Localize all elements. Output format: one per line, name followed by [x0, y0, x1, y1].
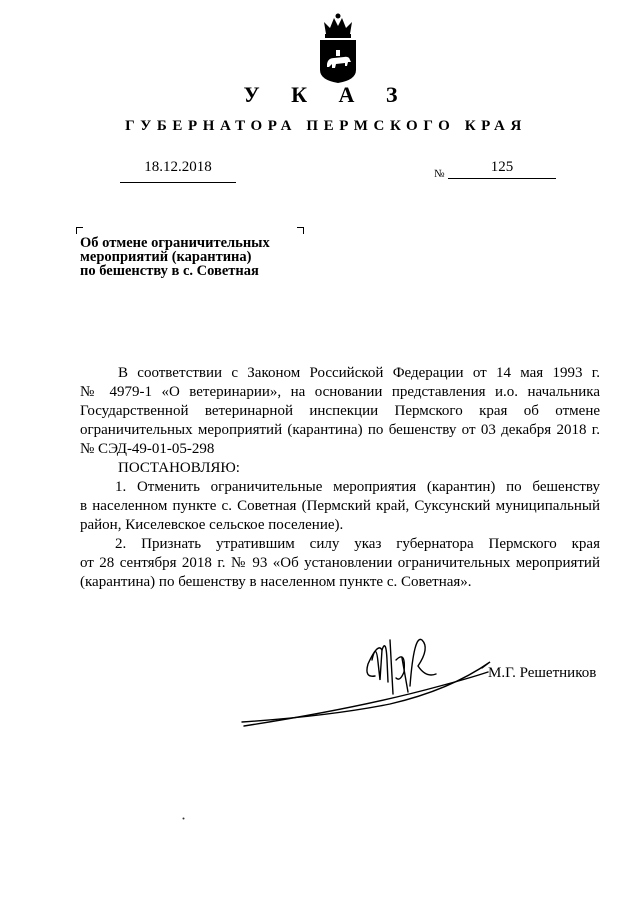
text-line: в населенном пункте с. Советная (Пермский край, Суксунский муниципальный [80, 498, 600, 514]
signatory-name: М.Г. Решетников [488, 665, 597, 681]
item-1-paragraph [80, 478, 600, 535]
text-line: район, Киселевское сельское поселение). [80, 517, 344, 533]
subject-corner-right [297, 227, 304, 234]
preamble-paragraph [80, 364, 600, 459]
date-underline [120, 182, 236, 183]
document-date: 18.12.2018 [144, 159, 212, 175]
coat-of-arms-icon [316, 12, 360, 84]
text-line: ограничительных мероприятий (карантина) по бешенству от 03 декабря 2018 г. [80, 422, 600, 438]
handwritten-signature-icon [240, 620, 510, 730]
text-line: № 4979-1 «О ветеринарии», на основании представления и.о. начальника [80, 384, 600, 400]
text-line: от 28 сентября 2018 г. № 93 «Об установлении ограничительных мероприятий [80, 555, 600, 571]
document-number: 125 [490, 159, 514, 175]
subject-line: Об отмене ограничительных [80, 235, 270, 251]
number-sign: № [434, 168, 445, 180]
text-line: (карантина) по бешенству в населенном пункте с. Советная». [80, 574, 472, 590]
decree-word [80, 459, 600, 478]
text-line: 1. Отменить ограничительные мероприятия (карантин) по бешенству [115, 479, 600, 495]
text-line: В соответствии с Законом Российской Федерации от 14 мая 1993 г. [118, 365, 600, 381]
document-type-title: У К А З [243, 82, 411, 107]
stray-mark [182, 817, 185, 820]
decree-line: ПОСТАНОВЛЯЮ: [118, 460, 240, 476]
number-underline [448, 178, 556, 179]
issuer-title: ГУБЕРНАТОРА ПЕРМСКОГО КРАЯ [125, 118, 527, 134]
text-line: 2. Признать утратившим силу указ губернатора Пермского края [115, 536, 600, 552]
subject-corner-left [76, 227, 83, 234]
item-2-paragraph [80, 535, 600, 592]
text-line: Государственной ветеринарной инспекции Пермского края об отмене [80, 403, 600, 419]
document-subject [80, 236, 310, 278]
subject-line: по бешенству в с. Советная [80, 263, 259, 279]
subject-line: мероприятий (карантина) [80, 249, 252, 265]
text-line: № СЭД-49-01-05-298 [80, 441, 215, 457]
